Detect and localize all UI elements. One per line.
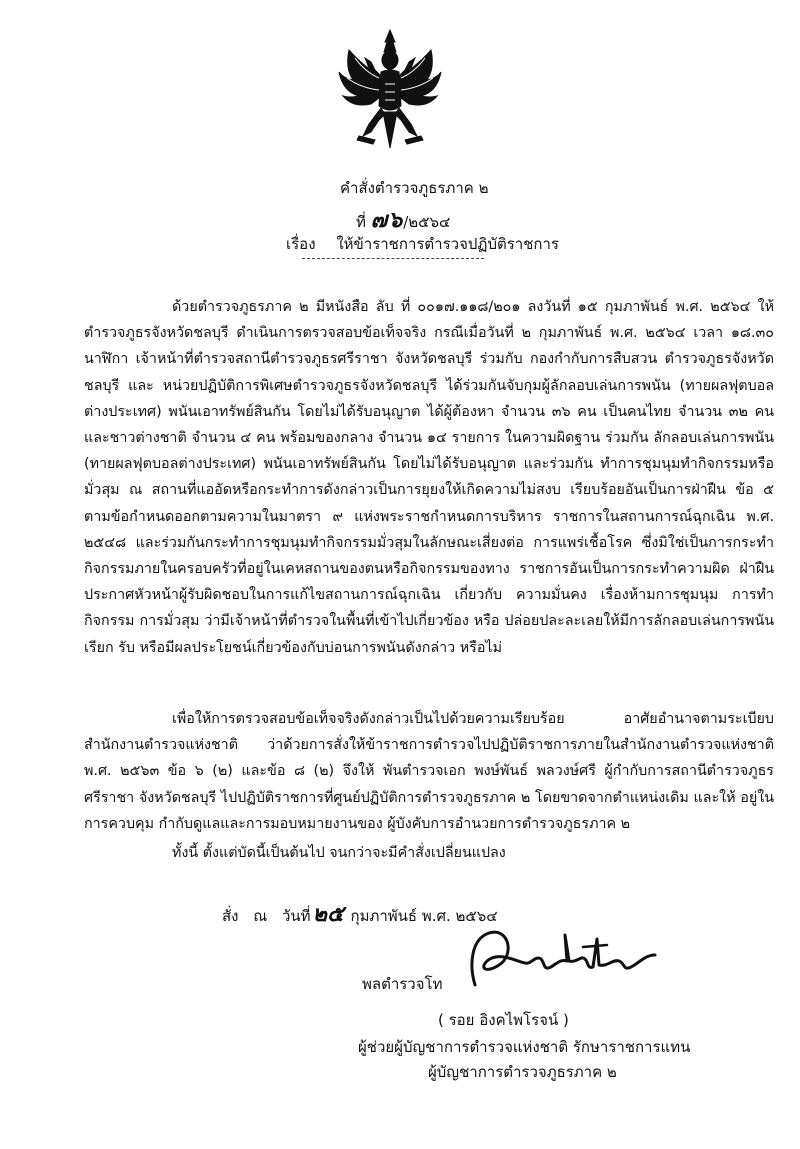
body-paragraph-2-text: เพื่อให้การตรวจสอบข้อเท็จจริงดังกล่าวเป็นไปด้วยความเรียบร้อย อาศัยอำนาจตามระเบียบ สำนักงานตำรวจแห่งชาติ ว่าด้วยการสั่งให้ข้าราชการตำรวจไปปฏิบัติราชการภายในสำนักงานตำรวจแห่งชาติ พ.ศ. ๒๕๖๓ ข้อ ๖ (๒) และข้อ ๘ (๒) จึงให้ พันตำรวจเอก พงษ์พันธ์ พลวงษ์ศรี ผู้กำกับการสถานีตำรวจภูธร ศรีราชา จังหวัดชลบุรี ไปปฏิบัติราชการที่ศูนย์ปฏิบัติการตำรวจภูธรภาค ๒ โดยขาดจากตำแหน่งเดิม และให้ อยู่ในการควบคุม กำกับดูแลและการมอบหมายงานของ ผู้บังคับการอำนวยการตำรวจภูธรภาค ๒	[84, 711, 774, 832]
order-number-handwritten: ๗๖	[370, 208, 404, 233]
order-number-prefix: ที่	[356, 213, 366, 231]
body-paragraph-2	[84, 706, 774, 837]
body-paragraph-1	[84, 294, 774, 661]
body-paragraph-3: ทั้งนี้ ตั้งแต่บัดนี้เป็นต้นไป จนกว่าจะมีคำสั่งเปลี่ยนแปลง	[172, 845, 506, 861]
subject-divider	[302, 258, 484, 259]
given-at: ณ	[253, 907, 268, 925]
order-number-suffix: /๒๕๖๔	[403, 213, 451, 231]
day-handwritten: ๒๕	[312, 902, 344, 927]
body-paragraph-1-text: ด้วยตำรวจภูธรภาค ๒ มีหนังสือ ลับ ที่ ๐๐๑๗.๑๑๘/๒๐๑ ลงวันที่ ๑๕ กุมภาพันธ์ พ.ศ. ๒๕๖๔ ให้ตำรวจภูธรจังหวัดชลบุรี ดำเนินการตรวจสอบข้อเท็จจริง กรณีเมื่อวันที่ ๒ กุมภาพันธ์ พ.ศ. ๒๕๖๔ เวลา ๑๘.๓๐ นาฬิกา เจ้าหน้าที่ตำรวจสถานีตำรวจภูธรศรีราชา จังหวัดชลบุรี ร่วมกับ กองกำกับการสืบสวน ตำรวจภูธรจังหวัดชลบุรี และ หน่วยปฏิบัติการพิเศษตำรวจภูธรจังหวัดชลบุรี ได้ร่วมกันจับกุมผู้ลักลอบเล่นการพนัน (ทายผลฟุตบอลต่างประเทศ) พนันเอาทรัพย์สินกัน โดยไม่ได้รับอนุญาต ได้ผู้ต้องหา จำนวน ๓๖ คน เป็นคนไทย จำนวน ๓๒ คน และชาวต่างชาติ จำนวน ๔ คน พร้อมของกลาง จำนวน ๑๔ รายการ ในความผิดฐาน ร่วมกัน ลักลอบเล่นการพนัน (ทายผลฟุตบอลต่างประเทศ) พนันเอาทรัพย์สินกัน โดยไม่ได้รับอนุญาต และร่วมกัน ทำการชุมนุมทำกิจกรรมหรือมั่วสุม ณ สถานที่แออัดหรือกระทำการดังกล่าวเป็นการยุยงให้เกิดความไม่สงบ เรียบร้อยอันเป็นการฝ่าฝืน ข้อ ๕ ตามข้อกำหนดออกตามความในมาตรา ๙ แห่งพระราชกำหนดการบริหาร ราชการในสถานการณ์ฉุกเฉิน พ.ศ. ๒๕๔๘ และร่วมกันกระทำการชุมนุมทำกิจกรรมมั่วสุมในลักษณะเสี่ยงต่อ การแพร่เชื้อโรค ซึ่งมิใช่เป็นการกระทำกิจกรรมภายในครอบครัวที่อยู่ในเคหสถานของตนหรือกิจกรรมของทาง ราชการอันเป็นการกระทำความผิด ฝ่าฝืนประกาศหัวหน้าผู้รับผิดชอบในการแก้ไขสถานการณ์ฉุกเฉิน เกี่ยวกับ ความมั่นคง เรื่องห้ามการชุมนุม การทำกิจกรรม การมั่วสุม ว่ามีเจ้าหน้าที่ตำรวจในพื้นที่เข้าไปเกี่ยวข้อง หรือ ปล่อยปละละเลยให้มีการลักลอบเล่นการพนัน เรียก รับ หรือมีผลประโยชน์เกี่ยวข้องกับบ่อนการพนันดังกล่าว หรือไม่	[84, 299, 774, 656]
signer-name: ( รอย อิงคไพโรจน์ )	[438, 1011, 569, 1029]
signer-position-1: ผู้ช่วยผู้บัญชาการตำรวจแห่งชาติ รักษาราชการแทน	[358, 1038, 691, 1056]
day-label: วันที่	[281, 907, 311, 925]
signer-position-2: ผู้บัญชาการตำรวจภูธรภาค ๒	[428, 1063, 617, 1081]
signer-rank: พลตำรวจโท	[362, 975, 443, 993]
subject-text: ให้ข้าราชการตำรวจปฏิบัติราชการ	[336, 235, 559, 253]
month-year: กุมภาพันธ์ พ.ศ. ๒๕๖๔	[350, 907, 498, 925]
given-label: สั่ง	[222, 907, 239, 925]
order-title: คำสั่งตำรวจภูธรภาค ๒	[340, 179, 489, 197]
signature-icon	[465, 925, 675, 995]
subject-label: เรื่อง	[286, 235, 316, 253]
subject-line	[286, 232, 559, 256]
garuda-emblem-icon	[335, 28, 445, 153]
